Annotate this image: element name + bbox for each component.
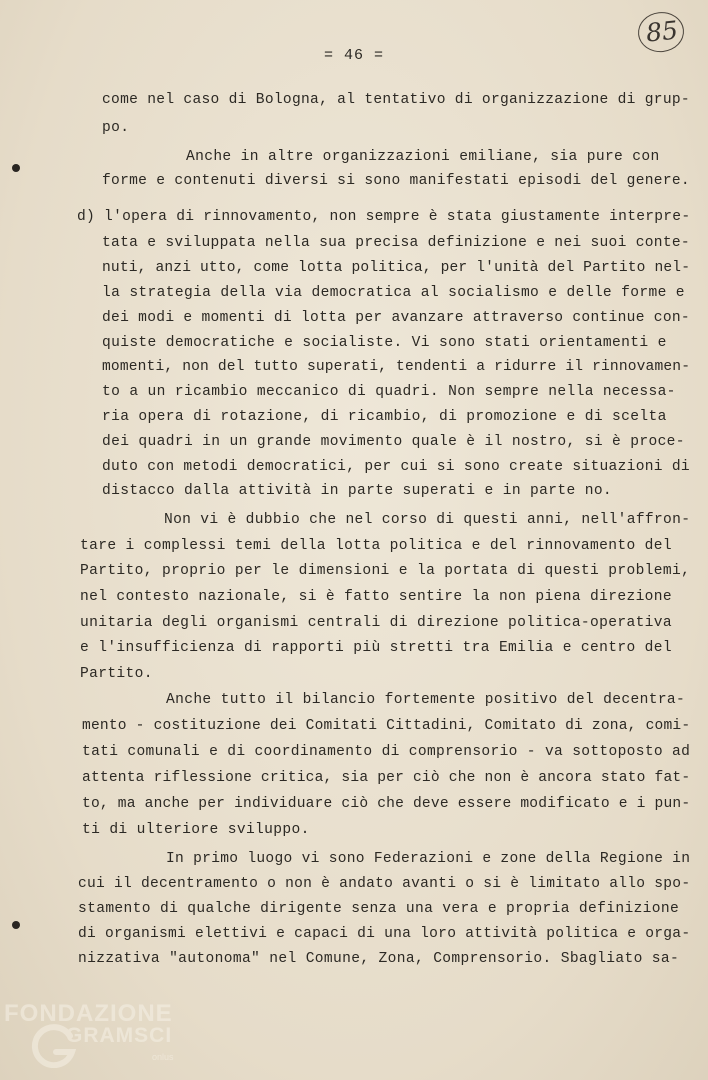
text-line: come nel caso di Bologna, al tentativo di organizzazione di grup-	[102, 92, 690, 108]
text-line: dei quadri in un grande movimento quale è il nostro, si è proce-	[102, 434, 685, 450]
text-line: quiste democratiche e socialiste. Vi sono stati orientamenti e	[102, 335, 667, 351]
text-line: stamento di qualche dirigente senza una vera e propria definizione	[78, 901, 680, 917]
text-line: forme e contenuti diversi si sono manifestati episodi del genere.	[102, 173, 690, 189]
fondazione-gramsci-watermark	[4, 1000, 204, 1070]
text-line: unitaria degli organismi centrali di direzione politica-operativa	[80, 615, 672, 631]
text-line: Non vi è dubbio che nel corso di questi anni, nell'affron-	[164, 512, 691, 528]
text-line: dei modi e momenti di lotta per avanzare attraverso continue con-	[102, 310, 690, 326]
text-line: to, ma anche per individuare ciò che deve essere modificato e i pun-	[82, 796, 691, 812]
text-line: to a un ricambio meccanico di quadri. Non sempre nella necessa-	[102, 384, 676, 400]
text-line: mento - costituzione dei Comitati Cittadini, Comitato di zona, comi-	[82, 718, 691, 734]
text-line: In primo luogo vi sono Federazioni e zone della Regione in	[166, 851, 691, 867]
folio-number: 85	[638, 10, 686, 54]
text-line: Anche in altre organizzazioni emiliane, sia pure con	[186, 149, 660, 165]
watermark-suffix: onlus	[152, 1052, 174, 1062]
text-line: momenti, non del tutto superati, tendenti a ridurre il rinnovamen-	[102, 359, 691, 375]
text-line: Partito, proprio per le dimensioni e la portata di questi problemi,	[80, 563, 691, 579]
watermark-line1: FONDAZIONE	[4, 1000, 173, 1027]
text-line: duto con metodi democratici, per cui si sono create situazioni di	[102, 459, 690, 475]
text-line: attenta riflessione critica, sia per ciò che non è ancora stato fat-	[82, 770, 691, 786]
text-line: nizzativa "autonoma" nel Comune, Zona, Comprensorio. Sbagliato sa-	[78, 951, 680, 967]
text-line: cui il decentramento o non è andato avanti o si è limitato allo spo-	[78, 876, 691, 892]
text-line: po.	[102, 120, 130, 136]
text-line: d) l'opera di rinnovamento, non sempre è stata giustamente interpre-	[77, 209, 691, 225]
text-line: nel contesto nazionale, si è fatto sentire la non piena direzione	[80, 589, 672, 605]
text-line: tata e sviluppata nella sua precisa definizione e nei suoi conte-	[102, 235, 690, 251]
text-line: Anche tutto il bilancio fortemente positivo del decentra-	[166, 692, 686, 708]
text-line: Partito.	[80, 666, 153, 682]
text-line: e l'insufficienza di rapporti più stretti tra Emilia e centro del	[80, 640, 672, 656]
text-line: di organismi elettivi e capaci di una loro attività politica e orga-	[78, 926, 691, 942]
text-line: la strategia della via democratica al socialismo e delle forme e	[102, 285, 685, 301]
watermark-line2: GRAMSCI	[66, 1024, 173, 1047]
margin-mark	[12, 164, 20, 172]
text-line: tati comunali e di coordinamento di comprensorio - va sottoposto ad	[82, 744, 691, 760]
text-line: distacco dalla attività in parte superati e in parte no.	[102, 483, 613, 499]
text-line: tare i complessi temi della lotta politica e del rinnovamento del	[80, 538, 672, 554]
text-line: nuti, anzi utto, come lotta politica, per l'unità del Partito nel-	[102, 260, 691, 276]
margin-mark	[12, 921, 20, 929]
page-number: = 46 =	[323, 47, 384, 64]
text-line: ria opera di rotazione, di ricambio, di promozione e di scelta	[102, 409, 667, 425]
text-line: ti di ulteriore sviluppo.	[82, 822, 310, 838]
